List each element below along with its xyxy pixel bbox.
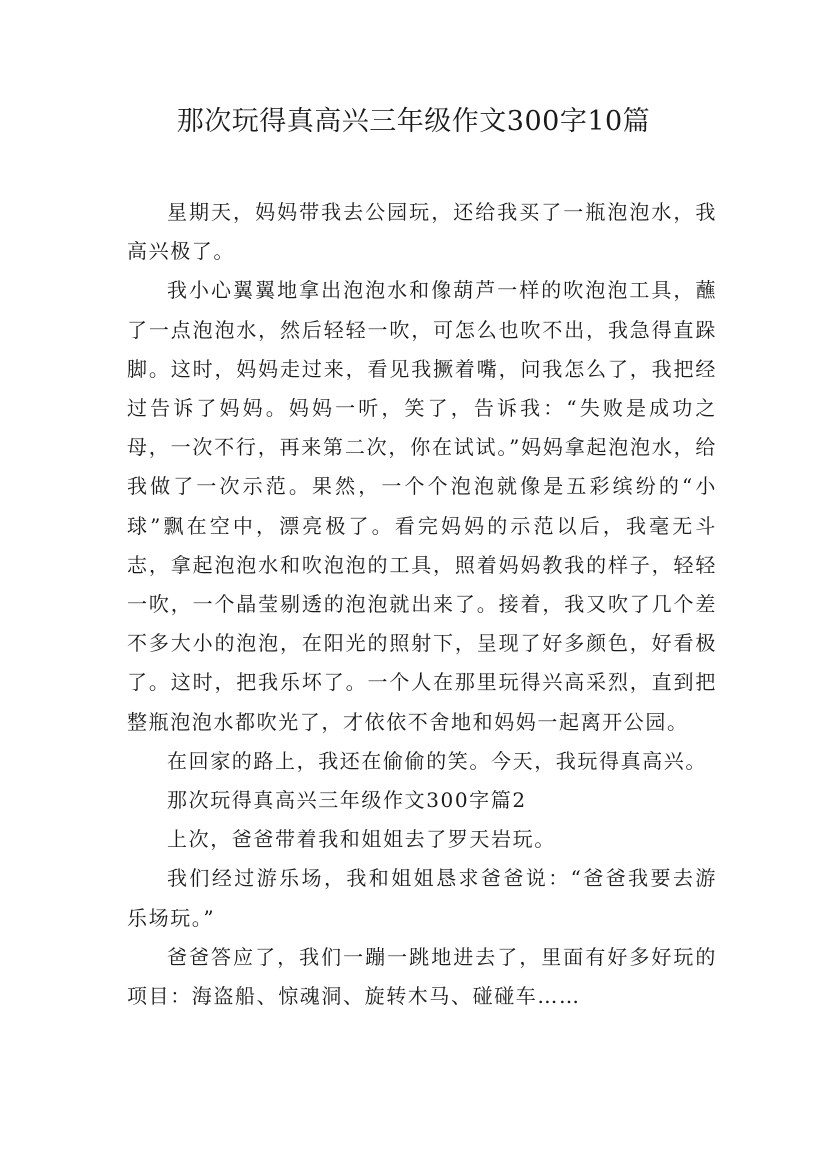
document-title: 那次玩得真高兴三年级作文300字10篇 — [176, 106, 651, 137]
paragraph-5: 我们经过游乐场，我和姐姐恳求爸爸说：“爸爸我要去游乐场玩。” — [127, 866, 717, 930]
section-heading-2: 那次玩得真高兴三年级作文300字篇2 — [167, 788, 527, 813]
paragraph-4: 上次，爸爸带着我和姐姐去了罗天岩玩。 — [167, 827, 556, 852]
document-body — [127, 193, 717, 1016]
paragraph-6: 爸爸答应了，我们一蹦一跳地进去了，里面有好多好玩的项目：海盗船、惊魂洞、旋转木马、碰碰车…… — [127, 944, 717, 1009]
paragraph-3: 在回家的路上，我还在偷偷的笑。今天，我玩得真高兴。 — [167, 748, 707, 773]
paragraph-1: 星期天，妈妈带我去公园玩，还给我买了一瓶泡泡水，我高兴极了。 — [127, 200, 717, 264]
paragraph-2: 我小心翼翼地拿出泡泡水和像葫芦一样的吹泡泡工具，蘸了一点泡泡水，然后轻轻一吹，可怎么也吹不出，我急得直跺脚。这时，妈妈走过来，看见我撅着嘴，问我怎么了，我把经过告诉了妈妈。妈妈一听，笑了，告诉我：“失败是成功之母，一次不行，再来第二次，你在试试。”妈妈拿起泡泡水，给我做了一次示范。果然，一个个泡泡就像是五彩缤纷的“小球”飘在空中，漂亮极了。看完妈妈的示范以后，我毫无斗志，拿起泡泡水和吹泡泡的工具，照着妈妈教我的样子，轻轻一吹，一个晶莹剔透的泡泡就出来了。接着，我又吹了几个差不多大小的泡泡，在阳光的照射下，呈现了好多颜色，好看极了。这时，把我乐坏了。一个人在那里玩得兴高采烈，直到把整瓶泡泡水都吹光了，才依依不舍地和妈妈一起离开公园。 — [127, 278, 717, 734]
